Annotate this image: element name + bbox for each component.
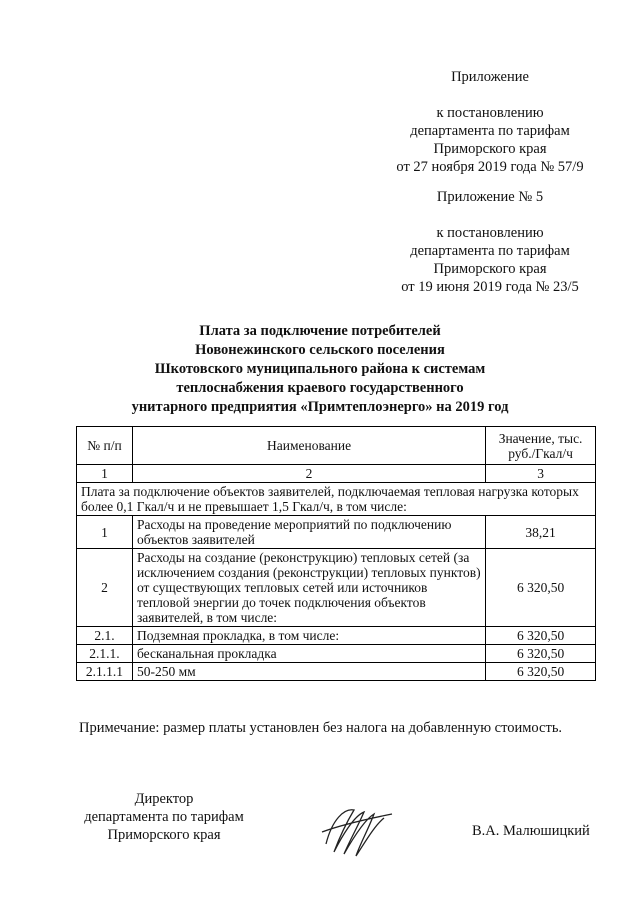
title-line: теплоснабжения краевого государственного [176, 380, 464, 396]
table-header-row [77, 427, 596, 465]
index-cell: 1 [77, 465, 133, 483]
appendix-title: Приложение [451, 69, 529, 85]
fee-table [76, 426, 596, 681]
appendix-5-reference [370, 224, 610, 296]
appendix-line: департамента по тарифам [410, 123, 570, 139]
position-line: Приморского края [107, 827, 221, 843]
table-row [77, 549, 596, 627]
header-num: № п/п [77, 427, 133, 465]
row-num: 1 [77, 516, 133, 549]
row-num: 2.1.1. [77, 645, 133, 663]
row-value: 6 320,50 [486, 627, 596, 645]
note-text: Примечание: размер платы установлен без налога на добавленную стоимость. [79, 720, 563, 736]
index-cell: 3 [486, 465, 596, 483]
row-num: 2.1.1.1 [77, 663, 133, 681]
appendix-line: Приморского края [433, 261, 547, 277]
row-num: 2.1. [77, 627, 133, 645]
row-name: Расходы на создание (реконструкцию) тепловых сетей (за исключением создания (реконструкции) тепловых пунктов) от существующих тепловых сетей или источников тепловой энергии до точек подключения объектов заявителей, в том числе: [132, 549, 485, 627]
section-cell: Плата за подключение объектов заявителей, подключаемая тепловая нагрузка которых более 0,1 Гкал/ч и не превышает 1,5 Гкал/ч, в том числе: [77, 483, 596, 516]
table-section-row [77, 483, 596, 516]
appendix-5-title: Приложение № 5 [436, 189, 544, 205]
document-title [90, 322, 550, 417]
title-line: Плата за подключение потребителей [199, 323, 441, 339]
signatory-position [76, 790, 252, 844]
row-value: 6 320,50 [486, 645, 596, 663]
appendix-line: от 19 июня 2019 года № 23/5 [401, 279, 579, 295]
signatory-name: В.А. Малюшицкий [472, 823, 590, 839]
position-line: Директор [134, 791, 194, 807]
appendix-line: департамента по тарифам [410, 243, 570, 259]
signature-icon [318, 800, 398, 860]
title-line: Шкотовского муниципального района к системам [154, 361, 486, 377]
table-index-row [77, 465, 596, 483]
row-num: 2 [77, 549, 133, 627]
row-name: 50-250 мм [132, 663, 485, 681]
table-row [77, 516, 596, 549]
appendix-line: к постановлению [436, 105, 544, 121]
table-row [77, 645, 596, 663]
appendix-line: от 27 ноября 2019 года № 57/9 [396, 159, 584, 175]
title-line: Новонежинского сельского поселения [195, 342, 445, 358]
position-line: департамента по тарифам [84, 809, 244, 825]
table-row [77, 663, 596, 681]
row-value: 6 320,50 [486, 549, 596, 627]
index-cell: 2 [132, 465, 485, 483]
header-value: Значение, тыс. руб./Гкал/ч [486, 427, 596, 465]
row-value: 6 320,50 [486, 663, 596, 681]
table-row [77, 627, 596, 645]
appendix-line: к постановлению [436, 225, 544, 241]
appendix-line: Приморского края [433, 141, 547, 157]
appendix-reference [370, 104, 610, 176]
row-name: Подземная прокладка, в том числе: [132, 627, 485, 645]
row-value: 38,21 [486, 516, 596, 549]
row-name: бесканальная прокладка [132, 645, 485, 663]
row-name: Расходы на проведение мероприятий по подключению объектов заявителей [132, 516, 485, 549]
title-line: унитарного предприятия «Примтеплоэнерго» на 2019 год [131, 399, 509, 415]
header-name: Наименование [132, 427, 485, 465]
